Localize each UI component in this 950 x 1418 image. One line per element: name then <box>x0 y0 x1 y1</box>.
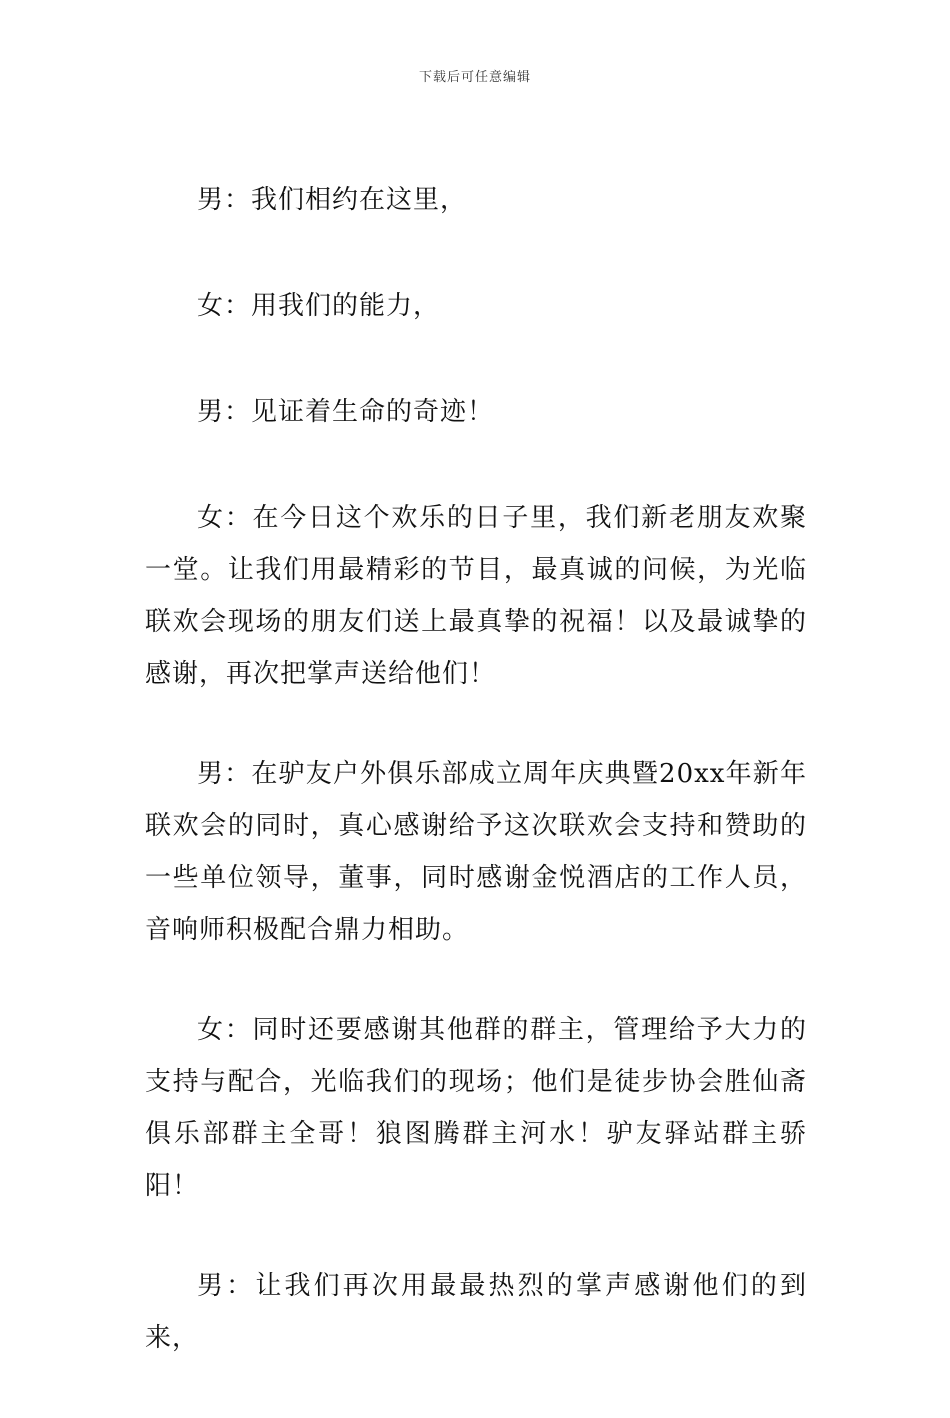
paragraph-text: 让我们再次用最最热烈的掌声感谢他们的到来， <box>145 1271 807 1353</box>
dialogue-paragraph <box>145 1004 807 1212</box>
dialogue-paragraph <box>145 1260 807 1364</box>
speaker-label: 男： <box>197 759 252 789</box>
paragraph-text: 同时还要感谢其他群的群主，管理给予大力的支持与配合，光临我们的现场；他们是徒步协会胜仙斋俱乐部群主全哥！狼图腾群主河水！驴友驿站群主骄阳！ <box>145 1015 807 1201</box>
dialogue-paragraph <box>145 492 807 700</box>
speaker-label: 女： <box>197 1015 253 1045</box>
speaker-label: 男： <box>197 185 252 215</box>
header-note: 下载后可任意编辑 <box>418 70 531 85</box>
dialogue-paragraph <box>145 748 807 956</box>
dialogue-paragraph <box>145 280 807 332</box>
speaker-label: 女： <box>197 503 253 533</box>
paragraph-text: 我们相约在这里， <box>251 185 468 215</box>
speaker-label: 女： <box>197 291 252 321</box>
dialogue-paragraph <box>145 174 807 226</box>
paragraph-text: 见证着生命的奇迹！ <box>251 397 495 427</box>
paragraph-text: 在驴友户外俱乐部成立周年庆典暨20xx年新年联欢会的同时，真心感谢给予这次联欢会支持和赞助的一些单位领导，董事，同时感谢金悦酒店的工作人员，音响师积极配合鼎力相助。 <box>145 759 807 945</box>
speaker-label: 男： <box>197 1271 256 1301</box>
paragraph-text: 用我们的能力， <box>251 291 441 321</box>
document-body <box>145 174 807 1418</box>
speaker-label: 男： <box>197 397 252 427</box>
paragraph-text: 在今日这个欢乐的日子里，我们新老朋友欢聚一堂。让我们用最精彩的节目，最真诚的问候，为光临联欢会现场的朋友们送上最真挚的祝福！以及最诚挚的感谢，再次把掌声送给他们！ <box>145 503 807 689</box>
dialogue-paragraph <box>145 386 807 438</box>
